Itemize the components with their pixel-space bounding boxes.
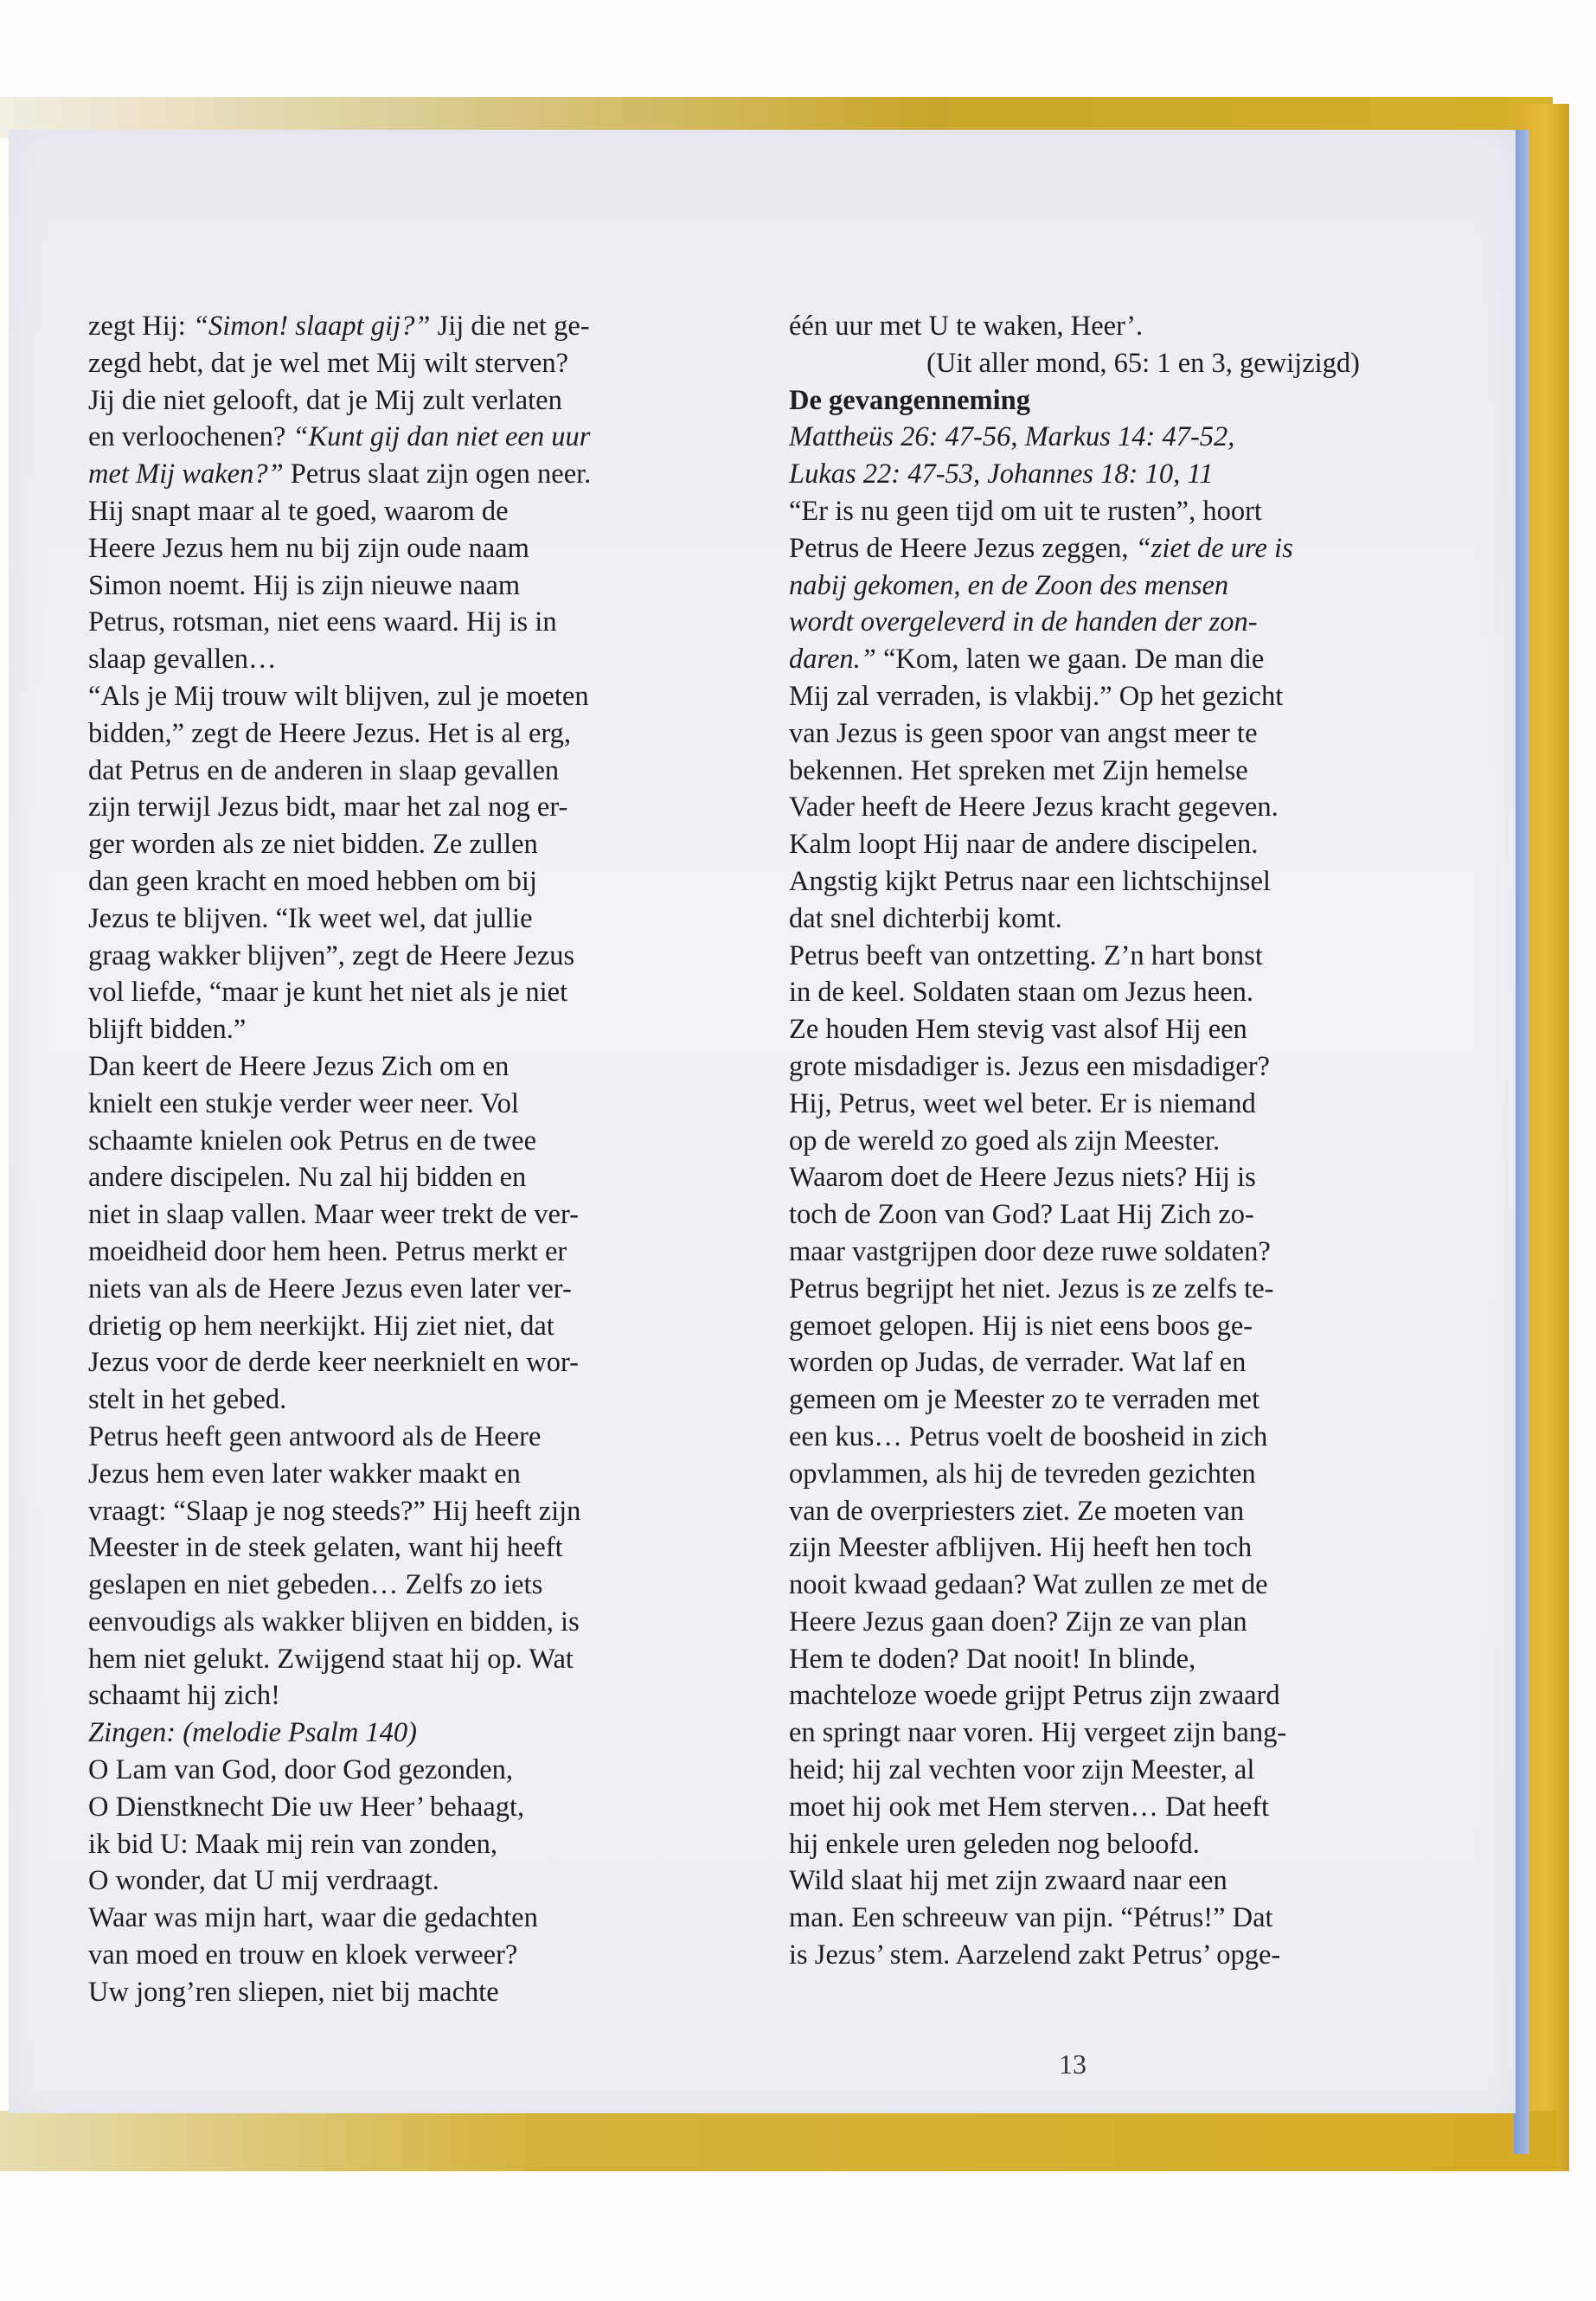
text-line: Kalm loopt Hij naar de andere discipelen. <box>789 829 1259 861</box>
text-line: O Lam van God, door God gezonden, <box>88 1754 513 1786</box>
text-line: gemoet gelopen. Hij is niet eens boos ge- <box>789 1310 1253 1342</box>
text-line: machteloze woede grijpt Petrus zijn zwaard <box>789 1680 1280 1712</box>
text-line: en verloochenen? “Kunt gij dan niet een uur <box>88 421 591 453</box>
text-line: moeidheid door hem heen. Petrus merkt er <box>88 1235 567 1267</box>
text-line: man. Een schreeuw van pijn. “Pétrus!” Dat <box>789 1902 1273 1934</box>
text-line: bekennen. Het spreken met Zijn hemelse <box>789 754 1248 786</box>
text-line: dat snel dichterbij komt. <box>789 902 1062 934</box>
text-line: Wild slaat hij met zijn zwaard naar een <box>789 1865 1227 1897</box>
text-line: Jij die niet gelooft, dat je Mij zult verlaten <box>88 384 562 416</box>
text-line: nabij gekomen, en de Zoon des mensen <box>789 569 1229 601</box>
text-line: op de wereld zo goed als zijn Meester. <box>789 1125 1221 1157</box>
text-line: blijft bidden.” <box>88 1014 247 1046</box>
text-line: bidden,” zegt de Heere Jezus. Het is al erg, <box>88 717 571 749</box>
text-line: schaamt hij zich! <box>88 1680 280 1712</box>
text-line: Hem te doden? Dat nooit! In blinde, <box>789 1643 1196 1675</box>
text-line: Simon noemt. Hij is zijn nieuwe naam <box>88 569 521 601</box>
text-line: nooit kwaad gedaan? Wat zullen ze met de <box>789 1569 1268 1601</box>
right-text-column <box>789 308 1360 1974</box>
text-line: maar vastgrijpen door deze ruwe soldaten? <box>789 1235 1271 1267</box>
text-line: in de keel. Soldaten staan om Jezus heen. <box>789 977 1253 1009</box>
text-line: zijn Meester afblijven. Hij heeft hen toch <box>789 1532 1253 1564</box>
text-line: Petrus begrijpt het niet. Jezus is ze zelfs te- <box>789 1272 1274 1304</box>
text-line: Jezus te blijven. “Ik weet wel, dat jullie <box>88 902 533 934</box>
text-line: heid; hij zal vechten voor zijn Meester, al <box>789 1754 1255 1786</box>
text-line: zegd hebt, dat je wel met Mij wilt sterven? <box>88 347 569 379</box>
text-line: slaap gevallen… <box>88 644 277 676</box>
text-line: andere discipelen. Nu zal hij bidden en <box>88 1162 527 1194</box>
text-line: Jezus hem even later wakker maakt en <box>88 1458 521 1490</box>
text-line: Hij snapt maar al te goed, waarom de <box>88 495 509 527</box>
text-line: drietig op hem neerkijkt. Hij ziet niet, dat <box>88 1310 554 1342</box>
text-line: wordt overgeleverd in de handen der zon- <box>789 606 1258 638</box>
text-line: een kus… Petrus voelt de boosheid in zich <box>789 1420 1268 1452</box>
text-line: Petrus, rotsman, niet eens waard. Hij is in <box>88 606 557 638</box>
text-line: dat Petrus en de anderen in slaap gevallen <box>88 754 560 786</box>
text-line: Waar was mijn hart, waar die gedachten <box>88 1902 538 1934</box>
text-line: knielt een stukje verder weer neer. Vol <box>88 1087 519 1119</box>
text-line: gemeen om je Meester zo te verraden met <box>789 1384 1260 1416</box>
text-line: Meester in de steek gelaten, want hij heeft <box>88 1532 563 1564</box>
text-line: “Als je Mij trouw wilt blijven, zul je moeten <box>88 680 589 712</box>
text-line: van moed en trouw en kloek verweer? <box>88 1939 518 1971</box>
text-line: toch de Zoon van God? Laat Hij Zich zo- <box>789 1199 1254 1231</box>
text-line: Ze houden Hem stevig vast alsof Hij een <box>789 1014 1247 1046</box>
text-line: dan geen kracht en moed hebben om bij <box>88 865 537 897</box>
text-line: van de overpriesters ziet. Ze moeten van <box>789 1495 1245 1527</box>
text-line: niets van als de Heere Jezus even later ver- <box>88 1272 572 1304</box>
text-line: daren.” “Kom, laten we gaan. De man die <box>789 644 1265 676</box>
text-line: eenvoudigs als wakker blijven en bidden, is <box>88 1606 580 1638</box>
text-line: Heere Jezus hem nu bij zijn oude naam <box>88 532 529 564</box>
text-line: Heere Jezus gaan doen? Zijn ze van plan <box>789 1606 1247 1638</box>
text-line: en springt naar voren. Hij vergeet zijn bang- <box>789 1717 1287 1749</box>
text-line: Mattheüs 26: 47-56, Markus 14: 47-52, <box>789 421 1235 453</box>
page-number: 13 <box>1059 2048 1086 2080</box>
text-line: Zingen: (melodie Psalm 140) <box>88 1717 418 1749</box>
text-line: Vader heeft de Heere Jezus kracht gegeven. <box>789 792 1279 824</box>
text-line: De gevangenneming <box>789 384 1030 416</box>
text-line: hij enkele uren geleden nog beloofd. <box>789 1828 1200 1860</box>
text-line: niet in slaap vallen. Maar weer trekt de ver- <box>88 1199 579 1231</box>
text-line: geslapen en niet gebeden… Zelfs zo iets <box>88 1569 543 1601</box>
text-line: grote misdadiger is. Jezus een misdadiger? <box>789 1050 1270 1082</box>
text-line: zijn terwijl Jezus bidt, maar het zal nog er- <box>88 792 568 824</box>
text-line: één uur met U te waken, Heer’. <box>789 311 1144 342</box>
text-line: Uw jong’ren sliepen, niet bij machte <box>88 1976 499 2008</box>
text-line: Waarom doet de Heere Jezus niets? Hij is <box>789 1162 1256 1194</box>
text-line: hem niet gelukt. Zwijgend staat hij op. Wat <box>88 1643 574 1675</box>
text-line: zegt Hij: “Simon! slaapt gij?” Jij die net ge- <box>88 311 590 342</box>
text-line: opvlammen, als hij de tevreden gezichten <box>789 1458 1256 1490</box>
text-line: vraagt: “Slaap je nog steeds?” Hij heeft zijn <box>88 1495 581 1527</box>
text-line: worden op Judas, de verrader. Wat laf en <box>789 1347 1247 1379</box>
text-line: van Jezus is geen spoor van angst meer te <box>789 717 1258 749</box>
text-line: Lukas 22: 47-53, Johannes 18: 10, 11 <box>789 458 1214 490</box>
text-line: Petrus heeft geen antwoord als de Heere <box>88 1420 542 1452</box>
text-line: schaamte knielen ook Petrus en de twee <box>88 1125 537 1157</box>
text-line: O Dienstknecht Die uw Heer’ behaagt, <box>88 1791 525 1823</box>
text-line: moet hij ook met Hem sterven… Dat heeft <box>789 1791 1270 1823</box>
left-text-column <box>88 308 659 2011</box>
text-line: Petrus de Heere Jezus zeggen, “ziet de ure is <box>789 532 1293 564</box>
text-line: (Uit aller mond, 65: 1 en 3, gewijzigd) <box>926 347 1360 379</box>
text-line: Petrus beeft van ontzetting. Z’n hart bonst <box>789 939 1263 971</box>
text-line: Jezus voor de derde keer neerknielt en wor- <box>88 1347 579 1379</box>
book-cover-bottom-edge <box>0 2111 1557 2171</box>
text-line: met Mij waken?” Petrus slaat zijn ogen neer. <box>88 458 592 490</box>
text-line: stelt in het gebed. <box>88 1384 287 1416</box>
text-line: Hij, Petrus, weet wel beter. Er is niemand <box>789 1087 1256 1119</box>
text-line: is Jezus’ stem. Aarzelend zakt Petrus’ opge- <box>789 1939 1281 1971</box>
text-line: “Er is nu geen tijd om uit te rusten”, hoort <box>789 495 1262 527</box>
text-line: Dan keert de Heere Jezus Zich om en <box>88 1050 510 1082</box>
text-line: ger worden als ze niet bidden. Ze zullen <box>88 829 538 861</box>
page-edge <box>1514 130 1529 2154</box>
text-line: graag wakker blijven”, zegt de Heere Jezus <box>88 939 575 971</box>
text-line: Angstig kijkt Petrus naar een lichtschijnsel <box>789 865 1271 897</box>
text-line: vol liefde, “maar je kunt het niet als je niet <box>88 977 568 1009</box>
text-line: O wonder, dat U mij verdraagt. <box>88 1865 439 1897</box>
text-line: ik bid U: Maak mij rein van zonden, <box>88 1828 497 1860</box>
text-line: Mij zal verraden, is vlakbij.” Op het gezicht <box>789 680 1284 712</box>
